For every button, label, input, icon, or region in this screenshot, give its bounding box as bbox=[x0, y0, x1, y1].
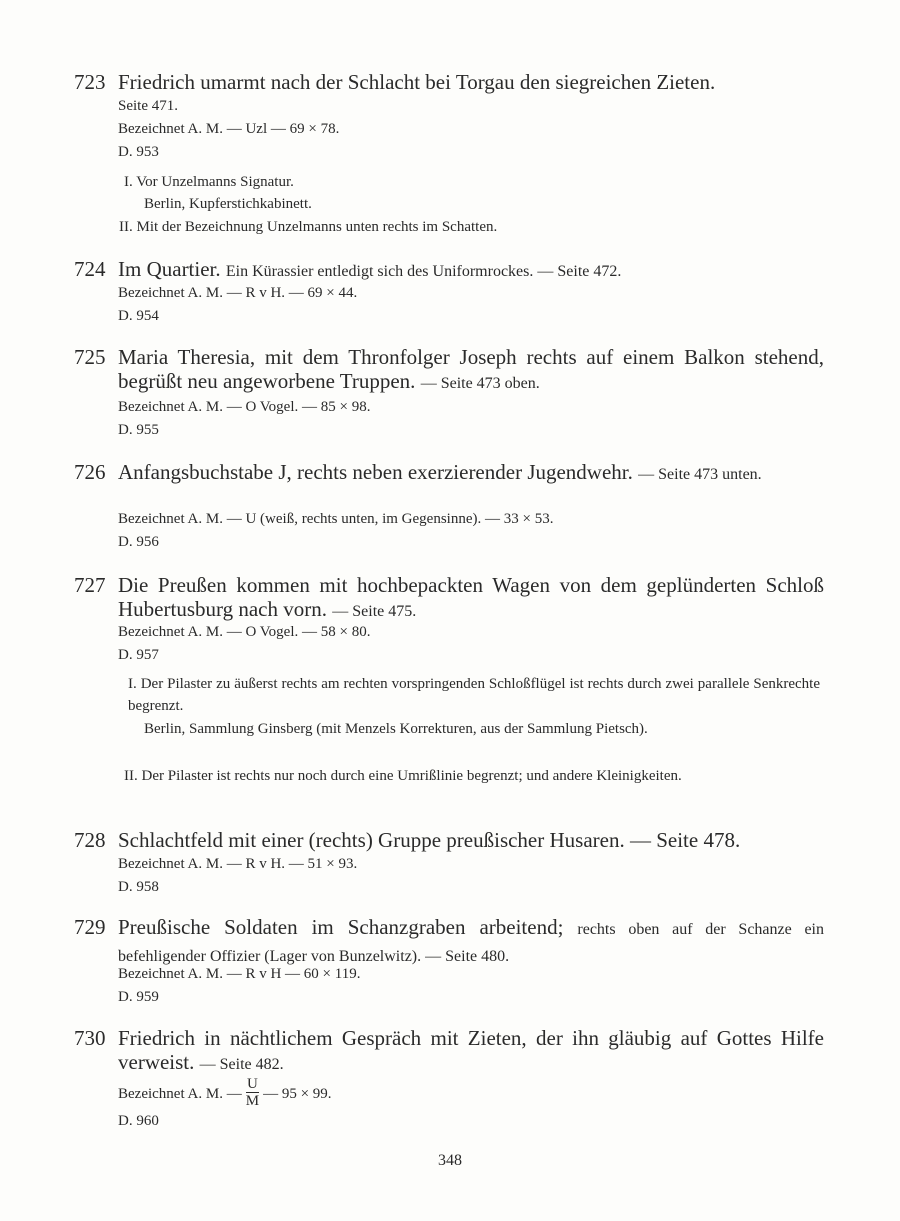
entry-title: Im Quartier. Ein Kürassier entledigt sich des Uniformrockes. — Seite 472. bbox=[118, 257, 622, 281]
state-variant: II. Mit der Bezeichnung Unzelmanns unten rechts im Schatten. bbox=[119, 219, 498, 235]
entry-title-rest: — Seite 475. bbox=[332, 603, 417, 620]
entry-title: Friedrich in nächtlichem Gespräch mit Zieten, der ihn gläubig auf Gottes Hilfe verweist. — Seite 482. bbox=[118, 1026, 824, 1074]
entry-title-rest: — Seite 473 oben. bbox=[420, 375, 540, 392]
entry-number: 728 bbox=[74, 828, 106, 852]
entry-d-number: D. 959 bbox=[118, 989, 159, 1005]
entry-d-number: D. 953 bbox=[118, 144, 159, 160]
entry-signature: Bezeichnet A. M. — Uzl — 69 × 78. bbox=[118, 121, 340, 137]
entry-d-number: D. 960 bbox=[118, 1113, 159, 1129]
entry-title: Preußische Soldaten im Schanzgraben arbeitend; rechts oben auf der Schanze ein befehligender Offizier (Lager von Bunzelwitz). — Seite 480. bbox=[118, 915, 824, 965]
entry-number: 723 bbox=[74, 70, 106, 94]
entry-signature: Bezeichnet A. M. — R v H. — 69 × 44. bbox=[118, 285, 358, 301]
entry-number: 729 bbox=[74, 915, 106, 939]
entry-title: Anfangsbuchstabe J, rechts neben exerzierender Jugendwehr. — Seite 473 unten. bbox=[118, 460, 762, 484]
state-variant: I. Der Pilaster zu äußerst rechts am rechten vorspringenden Schloßflügel ist rechts durch zwei parallele Senkrechte begrenzt. bbox=[128, 676, 821, 714]
entry-number: 725 bbox=[74, 345, 106, 369]
entry-title-rest: rechts oben auf der Schanze ein befehligender Offizier (Lager von Bunzelwitz). — Seite 480. bbox=[118, 921, 824, 965]
state-variant: I. Vor Unzelmanns Signatur. bbox=[124, 174, 294, 190]
signature-fraction: $\frac{U}{M}$ bbox=[245, 1076, 260, 1110]
entry-signature: Bezeichnet A. M. — O Vogel. — 85 × 98. bbox=[118, 399, 371, 415]
state-variant-location: Berlin, Kupferstichkabinett. bbox=[144, 196, 312, 212]
entry-signature: Bezeichnet A. M. — R v H. — 51 × 93. bbox=[118, 856, 358, 872]
entry-d-number: D. 957 bbox=[118, 647, 159, 663]
entry-title: Schlachtfeld mit einer (rechts) Gruppe preußischer Husaren. — Seite 478. bbox=[118, 828, 741, 852]
entry-number: 726 bbox=[74, 460, 106, 484]
entry-number: 730 bbox=[74, 1026, 106, 1050]
entry-d-number: D. 954 bbox=[118, 308, 159, 324]
state-variant: II. Der Pilaster ist rechts nur noch durch eine Umrißlinie begrenzt; und andere Kleinigkeiten. bbox=[124, 768, 682, 784]
entry-d-number: D. 958 bbox=[118, 879, 159, 895]
entry-title: Maria Theresia, mit dem Thronfolger Joseph rechts auf einem Balkon stehend, begrüßt neu angeworbene Truppen. — Seite 473 oben. bbox=[118, 345, 824, 393]
entry-title-rest: Ein Kürassier entledigt sich des Uniformrockes. — Seite 472. bbox=[225, 263, 622, 280]
entry-title-rest: — Seite 482. bbox=[199, 1056, 284, 1073]
entry-number: 724 bbox=[74, 257, 106, 281]
entry-title-rest: — Seite 473 unten. bbox=[638, 466, 762, 483]
entry-signature: Bezeichnet A. M. — O Vogel. — 58 × 80. bbox=[118, 624, 371, 640]
page-number: 348 bbox=[438, 1152, 462, 1169]
entry-number: 727 bbox=[74, 573, 106, 597]
entry-page-ref: Seite 471. bbox=[118, 98, 178, 114]
entry-d-number: D. 956 bbox=[118, 534, 159, 550]
entry-title: Die Preußen kommen mit hochbepackten Wagen von dem geplünderten Schloß Hubertusburg nach vorn. — Seite 475. bbox=[118, 573, 824, 621]
entry-signature: Bezeichnet A. M. — U (weiß, rechts unten, im Gegensinne). — 33 × 53. bbox=[118, 511, 554, 527]
entry-title: Friedrich umarmt nach der Schlacht bei Torgau den siegreichen Zieten. bbox=[118, 70, 716, 94]
entry-d-number: D. 955 bbox=[118, 422, 159, 438]
entry-signature: Bezeichnet A. M. — R v H — 60 × 119. bbox=[118, 966, 361, 982]
state-variant-location: Berlin, Sammlung Ginsberg (mit Menzels Korrekturen, aus der Sammlung Pietsch). bbox=[144, 721, 648, 737]
entry-signature: Bezeichnet A. M. — $\frac{U}{M}$ — 95 × 99. bbox=[118, 1076, 332, 1110]
